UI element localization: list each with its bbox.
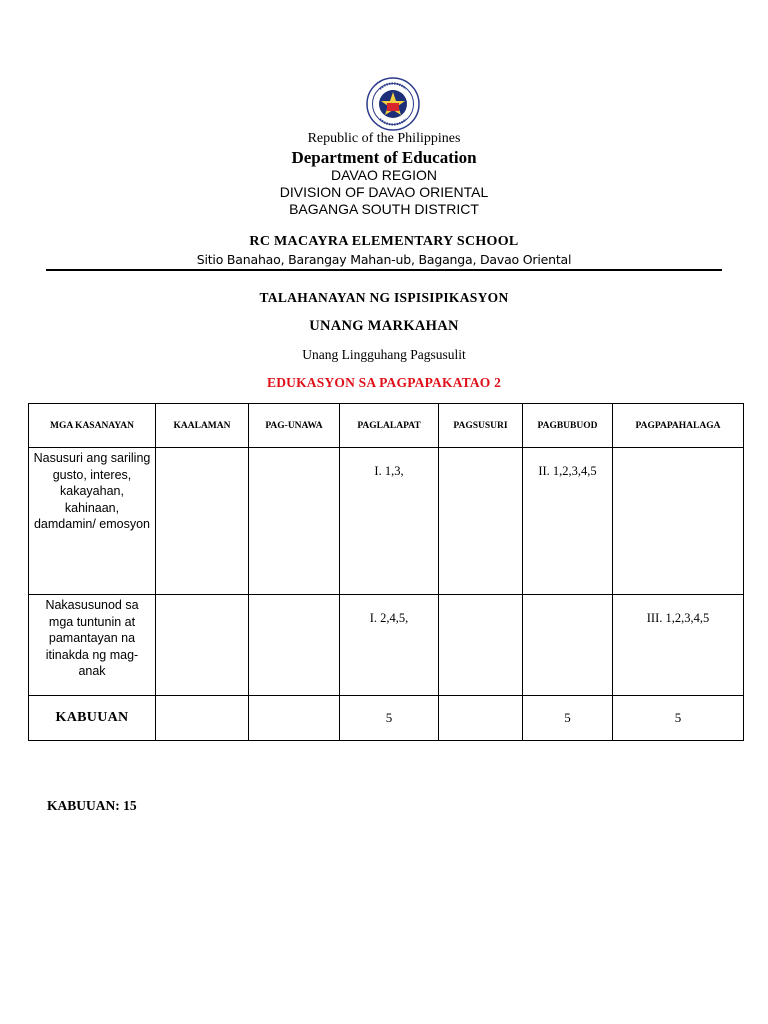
- deped-seal-icon: [366, 77, 420, 131]
- skill-cell: Nakasusunod sa mga tuntunin at pamantayan na itinakda ng mag-anak: [29, 595, 156, 696]
- specification-table: [28, 403, 744, 741]
- table-cell: [523, 595, 613, 696]
- district-line: BAGANGA SOUTH DISTRICT: [289, 201, 479, 217]
- table-row: [29, 595, 744, 696]
- column-header: PAG-UNAWA: [249, 404, 340, 448]
- test-name: Unang Lingguhang Pagsusulit: [302, 347, 466, 362]
- total-label: KABUUAN: [29, 696, 156, 741]
- table-cell: [249, 448, 340, 595]
- table-cell: [156, 595, 249, 696]
- division-line: DIVISION OF DAVAO ORIENTAL: [279, 184, 489, 200]
- table-cell: I. 1,3,: [340, 448, 439, 595]
- total-cell: [439, 696, 523, 741]
- total-cell: 5: [523, 696, 613, 741]
- department-name: Department of Education: [291, 148, 477, 167]
- column-header: MGA KASANAYAN: [29, 404, 156, 448]
- table-header-row: [29, 404, 744, 448]
- table-row: [29, 448, 744, 595]
- column-header: PAGPAPAHALAGA: [613, 404, 744, 448]
- table-cell: I. 2,4,5,: [340, 595, 439, 696]
- table-cell: [613, 448, 744, 595]
- table-cell: [439, 595, 523, 696]
- table-cell: II. 1,2,3,4,5: [523, 448, 613, 595]
- column-header: KAALAMAN: [156, 404, 249, 448]
- subject-title: EDUKASYON SA PAGPAPAKATAO 2: [266, 375, 502, 390]
- column-header: PAGLALAPAT: [340, 404, 439, 448]
- total-row: [29, 696, 744, 741]
- skill-cell: Nasusuri ang sariling gusto, interes, kakayahan, kahinaan, damdamin/ emosyon: [29, 448, 156, 595]
- total-cell: [249, 696, 340, 741]
- table-cell: [156, 448, 249, 595]
- header-divider: [46, 269, 722, 271]
- school-address: Sitio Banahao, Barangay Mahan-ub, Baganga, Davao Oriental: [196, 252, 572, 267]
- document-title: TALAHANAYAN NG ISPISIPIKASYON: [259, 290, 509, 305]
- column-header: PAGSUSURI: [439, 404, 523, 448]
- total-cell: 5: [340, 696, 439, 741]
- table-cell: [249, 595, 340, 696]
- region-line: DAVAO REGION: [330, 167, 438, 183]
- grand-total: KABUUAN: 15: [47, 798, 137, 813]
- total-cell: [156, 696, 249, 741]
- total-cell: 5: [613, 696, 744, 741]
- school-name: RC MACAYRA ELEMENTARY SCHOOL: [249, 234, 519, 249]
- column-header: PAGBUBUOD: [523, 404, 613, 448]
- table-cell: III. 1,2,3,4,5: [613, 595, 744, 696]
- republic-line: Republic of the Philippines: [307, 131, 461, 146]
- quarter-title: UNANG MARKAHAN: [309, 318, 459, 334]
- table-cell: [439, 448, 523, 595]
